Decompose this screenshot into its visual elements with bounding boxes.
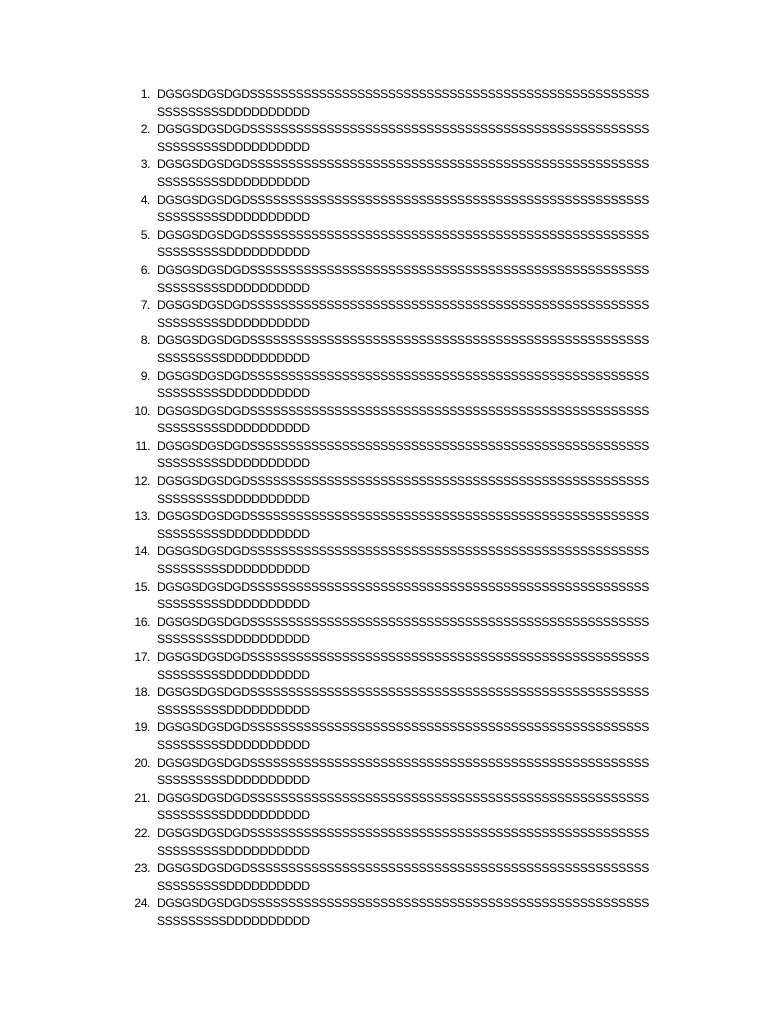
list-item-number-container (128, 860, 157, 878)
list-item (128, 473, 658, 508)
list-item-text[interactable]: DGSGSDGSDGDSSSSSSSSSSSSSSSSSSSSSSSSSSSSSSSSSSSSSSSSSSSSSSSSSSSSSSSSSSSSSDDDDDDDDDD (157, 333, 649, 365)
list-item-text[interactable]: DGSGSDGSDGDSSSSSSSSSSSSSSSSSSSSSSSSSSSSSSSSSSSSSSSSSSSSSSSSSSSSSSSSSSSSSDDDDDDDDDD (157, 438, 649, 471)
list-item-number: 9. (140, 368, 150, 383)
list-item-number-container (128, 473, 157, 491)
list-item-number-container (128, 543, 157, 561)
list-item (128, 860, 658, 895)
list-item-text[interactable]: DGSGSDGSDGDSSSSSSSSSSSSSSSSSSSSSSSSSSSSSSSSSSSSSSSSSSSSSSSSSSSSSSSSSSSSSDDDDDDDDDD (157, 755, 649, 788)
list-item (128, 684, 658, 719)
list-item-number-container (128, 719, 157, 737)
list-item (128, 297, 658, 332)
list-item-number: 18. (134, 685, 150, 700)
list-item-text[interactable]: DGSGSDGSDGDSSSSSSSSSSSSSSSSSSSSSSSSSSSSSSSSSSSSSSSSSSSSSSSSSSSSSSSSSSSSSDDDDDDDDDD (157, 825, 649, 858)
list-item-text[interactable]: DGSGSDGSDGDSSSSSSSSSSSSSSSSSSSSSSSSSSSSSSSSSSSSSSSSSSSSSSSSSSSSSSSSSSSSSDDDDDDDDDD (157, 157, 649, 189)
list-item-number-container (128, 614, 157, 632)
list-item-number-container (128, 508, 157, 526)
list-item-number-container (128, 121, 157, 139)
list-item (128, 508, 658, 543)
list-item-number-container (128, 895, 157, 913)
list-item-text[interactable]: DGSGSDGSDGDSSSSSSSSSSSSSSSSSSSSSSSSSSSSSSSSSSSSSSSSSSSSSSSSSSSSSSSSSSSSSDDDDDDDDDD (157, 474, 649, 506)
list-item-number-container (128, 297, 157, 315)
list-item (128, 262, 658, 297)
list-item (128, 719, 658, 754)
list-item-text[interactable]: DGSGSDGSDGDSSSSSSSSSSSSSSSSSSSSSSSSSSSSSSSSSSSSSSSSSSSSSSSSSSSSSSSSSSSSSDDDDDDDDDD (157, 509, 649, 541)
list-item-number: 22. (134, 825, 150, 840)
list-item-number-container (128, 227, 157, 245)
list-item-text[interactable]: DGSGSDGSDGDSSSSSSSSSSSSSSSSSSSSSSSSSSSSSSSSSSSSSSSSSSSSSSSSSSSSSSSSSSSSSDDDDDDDDDD (157, 87, 649, 119)
list-item-text[interactable]: DGSGSDGSDGDSSSSSSSSSSSSSSSSSSSSSSSSSSSSSSSSSSSSSSSSSSSSSSSSSSSSSSSSSSSSSDDDDDDDDDD (157, 579, 649, 612)
list-item-number: 23. (134, 861, 150, 876)
list-item-number: 17. (134, 650, 150, 664)
list-item-number: 5. (140, 227, 150, 242)
list-item-text[interactable]: DGSGSDGSDGDSSSSSSSSSSSSSSSSSSSSSSSSSSSSSSSSSSSSSSSSSSSSSSSSSSSSSSSSSSSSSDDDDDDDDDD (157, 720, 649, 752)
list-item-text[interactable]: DGSGSDGSDGDSSSSSSSSSSSSSSSSSSSSSSSSSSSSSSSSSSSSSSSSSSSSSSSSSSSSSSSSSSSSSDDDDDDDDDD (157, 544, 649, 577)
list-item-number-container (128, 262, 157, 280)
list-item-text[interactable]: DGSGSDGSDGDSSSSSSSSSSSSSSSSSSSSSSSSSSSSSSSSSSSSSSSSSSSSSSSSSSSSSSSSSSSSSDDDDDDDDDD (157, 262, 649, 295)
list-item-number-container (128, 156, 157, 174)
list-item-number: 19. (134, 720, 150, 735)
list-item-text[interactable]: DGSGSDGSDGDSSSSSSSSSSSSSSSSSSSSSSSSSSSSSSSSSSSSSSSSSSSSSSSSSSSSSSSSSSSSSDDDDDDDDDD (157, 122, 649, 154)
list-item (128, 895, 658, 930)
list-item-number-container (128, 825, 157, 843)
list-item-number: 2. (140, 122, 150, 137)
list-item-number-container (128, 579, 157, 597)
list-item (128, 121, 658, 156)
list-item (128, 579, 658, 614)
list-item-number-container (128, 368, 157, 386)
list-item-number: 3. (140, 157, 150, 172)
list-item-number: 21. (134, 790, 150, 805)
list-item (128, 227, 658, 262)
list-item-number: 6. (140, 262, 150, 277)
list-item-number-container (128, 438, 157, 456)
list-item (128, 156, 658, 191)
list-item-text[interactable]: DGSGSDGSDGDSSSSSSSSSSSSSSSSSSSSSSSSSSSSSSSSSSSSSSSSSSSSSSSSSSSSSSSSSSSSSDDDDDDDDDD (157, 861, 649, 893)
numbered-list (128, 86, 658, 931)
list-item (128, 755, 658, 790)
list-item-number: 8. (140, 333, 150, 348)
list-item (128, 368, 658, 403)
list-item-number: 1. (140, 87, 150, 101)
list-item-text[interactable]: DGSGSDGSDGDSSSSSSSSSSSSSSSSSSSSSSSSSSSSSSSSSSSSSSSSSSSSSSSSSSSSSSSSSSSSSDDDDDDDDDD (157, 368, 649, 401)
list-item-number-container (128, 790, 157, 808)
list-item (128, 543, 658, 578)
list-item-number-container (128, 192, 157, 210)
list-item-number: 12. (134, 474, 150, 489)
list-item-number-container (128, 649, 157, 667)
list-item-number: 20. (134, 755, 150, 770)
list-item-text[interactable]: DGSGSDGSDGDSSSSSSSSSSSSSSSSSSSSSSSSSSSSSSSSSSSSSSSSSSSSSSSSSSSSSSSSSSSSSDDDDDDDDDD (157, 298, 649, 330)
list-item-number: 7. (140, 298, 150, 313)
list-item-text[interactable]: DGSGSDGSDGDSSSSSSSSSSSSSSSSSSSSSSSSSSSSSSSSSSSSSSSSSSSSSSSSSSSSSSSSSSSSSDDDDDDDDDD (157, 192, 649, 225)
list-item-number: 11. (135, 438, 150, 453)
list-item (128, 649, 658, 684)
list-item-number-container (128, 86, 157, 104)
list-item-number: 24. (134, 896, 150, 911)
list-item-number: 15. (134, 579, 150, 594)
list-item-number: 14. (134, 544, 150, 559)
list-item-text[interactable]: DGSGSDGSDGDSSSSSSSSSSSSSSSSSSSSSSSSSSSSSSSSSSSSSSSSSSSSSSSSSSSSSSSSSSSSSDDDDDDDDDD (157, 896, 649, 928)
list-item-text[interactable]: DGSGSDGSDGDSSSSSSSSSSSSSSSSSSSSSSSSSSSSSSSSSSSSSSSSSSSSSSSSSSSSSSSSSSSSSDDDDDDDDDD (157, 790, 649, 823)
list-item-number: 13. (134, 509, 150, 524)
list-item (128, 192, 658, 227)
list-item-number-container (128, 332, 157, 350)
list-item (128, 86, 658, 121)
list-item-number-container (128, 403, 157, 421)
list-item-number: 10. (134, 403, 150, 418)
list-item-text[interactable]: DGSGSDGSDGDSSSSSSSSSSSSSSSSSSSSSSSSSSSSSSSSSSSSSSSSSSSSSSSSSSSSSSSSSSSSSDDDDDDDDDD (157, 650, 649, 682)
list-item-text[interactable]: DGSGSDGSDGDSSSSSSSSSSSSSSSSSSSSSSSSSSSSSSSSSSSSSSSSSSSSSSSSSSSSSSSSSSSSSDDDDDDDDDD (157, 403, 649, 436)
list-item-text[interactable]: DGSGSDGSDGDSSSSSSSSSSSSSSSSSSSSSSSSSSSSSSSSSSSSSSSSSSSSSSSSSSSSSSSSSSSSSDDDDDDDDDD (157, 614, 649, 647)
list-item-number-container (128, 755, 157, 773)
list-item (128, 438, 658, 473)
list-item-number-container (128, 684, 157, 702)
list-item-number: 4. (140, 192, 150, 207)
list-item-text[interactable]: DGSGSDGSDGDSSSSSSSSSSSSSSSSSSSSSSSSSSSSSSSSSSSSSSSSSSSSSSSSSSSSSSSSSSSSSDDDDDDDDDD (157, 685, 649, 717)
list-item (128, 790, 658, 825)
list-item (128, 614, 658, 649)
list-item-number: 16. (134, 614, 150, 629)
list-item (128, 332, 658, 367)
list-item-text[interactable]: DGSGSDGSDGDSSSSSSSSSSSSSSSSSSSSSSSSSSSSSSSSSSSSSSSSSSSSSSSSSSSSSSSSSSSSSDDDDDDDDDD (157, 227, 649, 260)
list-item (128, 403, 658, 438)
list-item (128, 825, 658, 860)
